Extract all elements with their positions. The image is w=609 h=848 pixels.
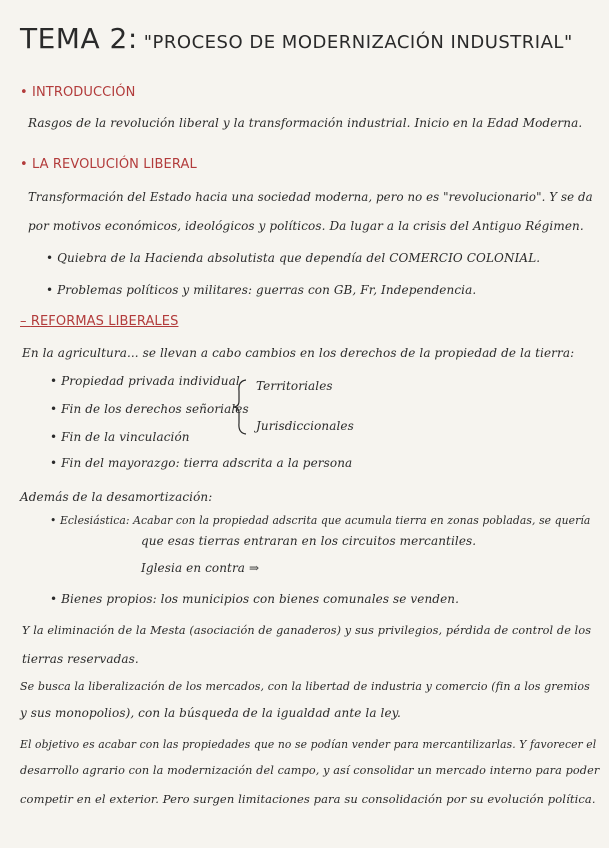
liberalization-line-1: Se busca la liberalización de los mercados, con la libertad de industria y comercio (fin a los gremios	[20, 680, 590, 693]
ecclesiastic-line-3: Iglesia en contra ⇒	[141, 561, 260, 575]
curly-brace-icon	[232, 379, 248, 435]
revolution-heading: • LA REVOLUCIÓN LIBERAL	[20, 157, 197, 172]
mesta-line-2: tierras reservadas.	[22, 652, 139, 666]
intro-heading: • INTRODUCCIÓN	[20, 85, 135, 100]
ecclesiastic-line-1: • Eclesiástica: Acabar con la propiedad adscrita que acumula tierra en zonas pobladas, se quería	[50, 514, 590, 527]
title-main: TEMA 2:	[20, 22, 138, 55]
objective-line-2: desarrollo agrario con la modernización del campo, y así consolidar un mercado interno para poder	[20, 764, 600, 777]
revolution-bullet-1: • Quiebra de la Hacienda absolutista que dependía del COMERCIO COLONIAL.	[46, 251, 540, 265]
objective-line-3: competir en el exterior. Pero surgen limitaciones para su consolidación por su evolución política.	[20, 792, 596, 806]
agriculture-bullet-3: • Fin de la vinculación	[50, 430, 190, 444]
desamortization-intro: Además de la desamortización:	[20, 490, 213, 504]
brace-item-jurisdictional: Jurisdiccionales	[256, 419, 354, 433]
revolution-bullet-2: • Problemas políticos y militares: guerras con GB, Fr, Independencia.	[46, 283, 476, 297]
agriculture-intro: En la agricultura... se llevan a cabo cambios en los derechos de la propiedad de la tierra:	[22, 346, 575, 360]
liberalization-line-2: y sus monopolios), con la búsqueda de la igualdad ante la ley.	[20, 706, 401, 720]
agriculture-bullet-2: • Fin de los derechos señoriales	[50, 402, 249, 416]
agriculture-bullet-4: • Fin del mayorazgo: tierra adscrita a la persona	[50, 456, 352, 470]
ecclesiastic-line-2: que esas tierras entraran en los circuitos mercantiles.	[141, 534, 477, 548]
intro-text: Rasgos de la revolución liberal y la transformación industrial. Inicio en la Edad Moderna.	[28, 116, 583, 130]
agriculture-bullet-1: • Propiedad privada individual	[50, 374, 240, 388]
brace-item-territorial: Territoriales	[256, 379, 333, 393]
page-title	[20, 22, 573, 55]
title-sub: "PROCESO DE MODERNIZACIÓN INDUSTRIAL"	[143, 32, 573, 53]
mesta-line-1: Y la eliminación de la Mesta (asociación de ganaderos) y sus privilegios, pérdida de control de los	[22, 624, 592, 637]
reforms-heading: – REFORMAS LIBERALES	[20, 314, 178, 329]
objective-line-1: El objetivo es acabar con las propiedades que no se podían vender para mercantilizarlas. Y favorecer el	[20, 738, 597, 751]
revolution-text-1: Transformación del Estado hacia una sociedad moderna, pero no es "revolucionario". Y se da	[28, 190, 593, 204]
own-assets-line: • Bienes propios: los municipios con bienes comunales se venden.	[50, 592, 459, 606]
revolution-text-2: por motivos económicos, ideológicos y políticos. Da lugar a la crisis del Antiguo Régimen.	[28, 219, 584, 233]
